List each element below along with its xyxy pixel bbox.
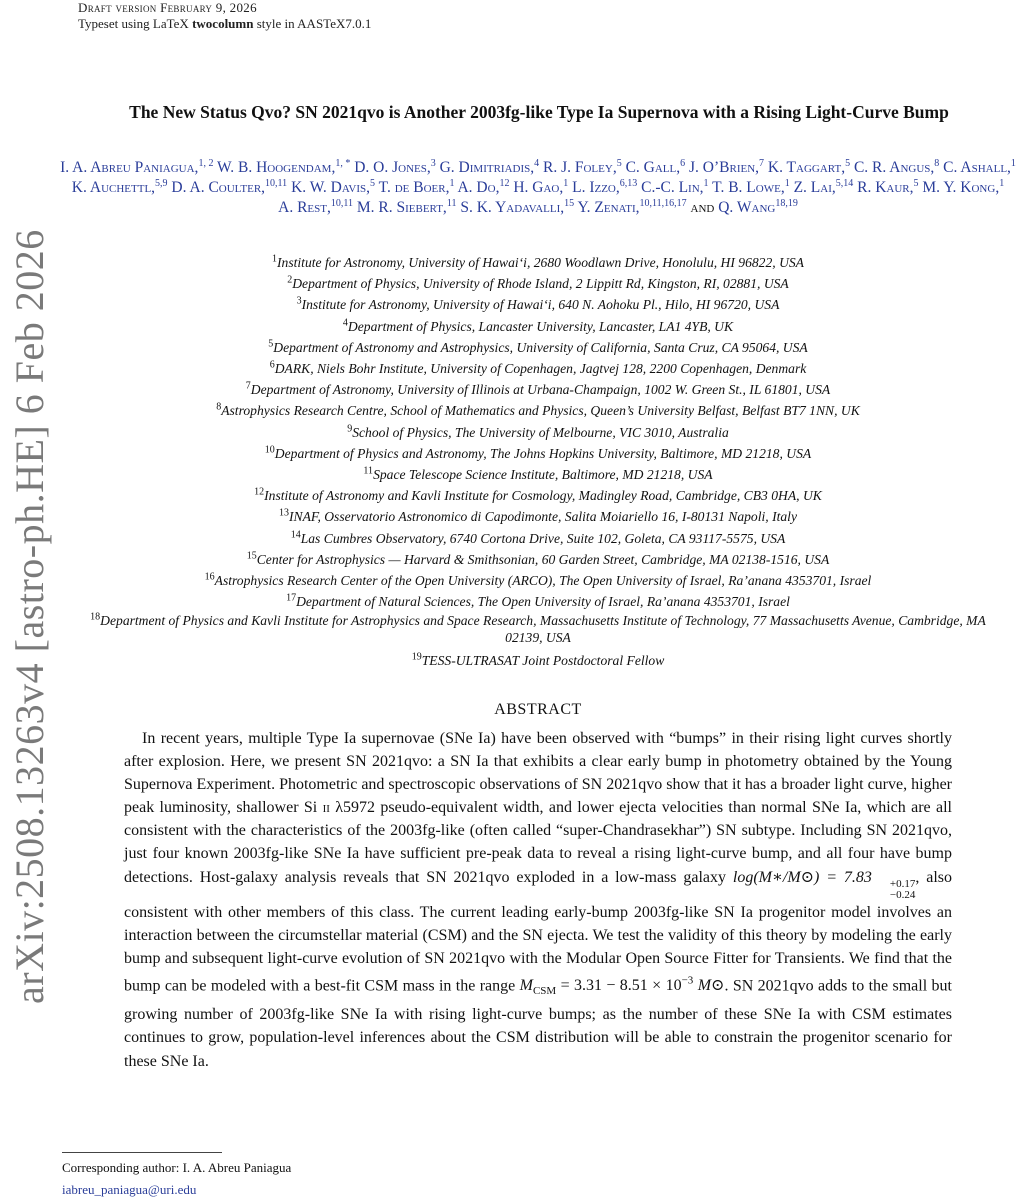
typeset-style: twocolumn: [192, 16, 254, 31]
author-affiliation-marker: 5,14: [835, 177, 854, 189]
author-name[interactable]: Q. Wang$^{18,19}$: [718, 197, 798, 216]
author-name[interactable]: D. A. Coulter,$^{10,11}$: [171, 177, 288, 196]
author-name[interactable]: R. J. Foley,$^5$: [543, 157, 622, 176]
author-name[interactable]: R. Kaur,$^5$: [857, 177, 919, 196]
author-name[interactable]: T. de Boer,$^1$: [378, 177, 455, 196]
author-affiliation-marker: 1: [449, 177, 455, 189]
author-affiliation-marker: 6: [680, 157, 686, 169]
author-affiliation-marker: 1: [563, 177, 569, 189]
author-affiliation-marker: 8: [934, 157, 940, 169]
affiliation-item: $^{11}$Space Telescope Science Institute, Baltimore, MD 21218, USA: [363, 465, 713, 483]
author-conjunction: and: [690, 199, 715, 216]
author-email-link[interactable]: iabreu_paniagua@uri.edu: [62, 1182, 197, 1197]
author-name[interactable]: I. A. Abreu Paniagua,$^{1, 2}$: [60, 157, 214, 176]
abstract-text-4: . SN 2021qvo adds to the small but growing number of 2003fg-like SNe Ia with rising light-curve bumps; as the number of these SNe Ia with CSM estimates continues to grow, population-level inferences about the CSM distribution will be able to constrain the progenitor scenario for these SNe Ia.: [124, 977, 953, 1070]
affiliation-item: $^5$Department of Astronomy and Astrophysics, University of California, Santa Cruz, CA 95064, USA: [268, 338, 808, 355]
affiliation-item: $^6$DARK, Niels Bohr Institute, University of Copenhagen, Jagtvej 128, 2200 Copenhagen, Denmark: [269, 359, 807, 377]
author-affiliation-marker: 1: [784, 177, 790, 189]
host-mass-expression: log(M∗/M⊙) = 7.83 +0.17 −0.24: [732, 868, 916, 901]
author-affiliation-marker: 15: [564, 197, 575, 209]
abstract-heading: ABSTRACT: [494, 701, 582, 718]
affiliation-item: $^{19}$TESS-ULTRASAT Joint Postdoctoral Fellow: [411, 651, 665, 669]
author-name[interactable]: W. B. Hoogendam,$^{1, *}$: [217, 157, 351, 176]
author-affiliation-marker: 18,19: [775, 197, 798, 209]
author-affiliation-marker: 11: [446, 197, 457, 209]
author-affiliation-marker: 4: [534, 157, 540, 169]
affiliation-item: $^{14}$Las Cumbres Observatory, 6740 Cortona Drive, Suite 102, Goleta, CA 93117-5575, USA: [290, 529, 786, 546]
author-affiliation-marker: 5: [845, 157, 851, 169]
typeset-line: [78, 16, 371, 32]
author-affiliation-marker: 5: [616, 157, 622, 169]
affiliation-item: $^7$Department of Astronomy, University of Illinois at Urbana-Champaign, 1002 W. Green St., IL 61801, USA: [245, 380, 831, 398]
author-name[interactable]: M. Y. Kong,$^1$: [922, 177, 1005, 196]
author-name[interactable]: C.-C. Lin,$^1$: [641, 177, 709, 196]
affiliation-item: $^{16}$Astrophysics Research Center of the Open University (ARCO), The Open University of Israel, Ra’anana 4353701, Israel: [204, 571, 872, 589]
author-name[interactable]: K. Taggart,$^5$: [767, 157, 851, 176]
author-name[interactable]: G. Dimitriadis,$^4$: [439, 157, 540, 176]
author-name[interactable]: D. O. Jones,$^3$: [354, 157, 436, 176]
abstract-text-1: In recent years, multiple Type Ia supernovae (SNe Ia) have been observed with “bumps” in their rising light curves shortly after explosion. Here, we present SN 2021qvo: a SN Ia that exhibits a clear early bump in photometry obtained by the Young Supernova Experiment. Photometric and spectroscopic observations of SN 2021qvo show that it has a broader light curve, higher peak luminosity, shallower: [124, 730, 952, 817]
affiliation-list: [80, 252, 996, 672]
author-name[interactable]: C. R. Angus,$^8$: [853, 157, 940, 176]
author-affiliation-marker: 10,11,16,17: [639, 197, 687, 209]
affiliation-item: $^3$Institute for Astronomy, University of Hawai‘i, 640 N. Aohoku Pl., Hilo, HI 96720, USA: [296, 295, 780, 313]
author-name[interactable]: K. W. Davis,$^5$: [291, 177, 376, 196]
affiliation-item: $^2$Department of Physics, University of Rhode Island, 2 Lippitt Rd, Kingston, RI, 02881, USA: [287, 274, 789, 292]
author-name[interactable]: M. R. Siebert,$^{11}$: [356, 197, 457, 216]
author-affiliation-marker: 10,11: [330, 197, 353, 209]
author-name[interactable]: H. Gao,$^1$: [513, 177, 569, 196]
author-affiliation-marker: 12: [499, 177, 510, 189]
author-name[interactable]: T. B. Lowe,$^1$: [712, 177, 790, 196]
author-list: [58, 158, 1016, 218]
corresponding-author: Corresponding author: I. A. Abreu Paniagua: [62, 1160, 292, 1175]
typeset-suffix: style in AASTeX7.0.1: [253, 16, 372, 31]
affiliation-item: $^{17}$Department of Natural Sciences, The Open University of Israel, Ra’anana 4353701, Israel: [286, 592, 790, 610]
abstract-text-2: λ5972 pseudo-equivalent width, and lower ejecta velocities than normal SNe Ia, which are all consistent with the characteristics of the 2003fg-like (often called “super-Chandrasekhar”) SN subtype. Including SN 2021qvo, just four known 2003fg-like SNe Ia have sufficient pre-peak data to reveal a rising light-curve bump, and all four have bump detections. Host-galaxy analysis reveals that SN 2021qvo exploded in a low-mass galaxy: [124, 799, 952, 886]
typeset-prefix: Typeset using: [78, 16, 153, 31]
affiliation-item: $^8$Astrophysics Research Centre, School of Mathematics and Physics, Queen’s University Belfast, Belfast BT7 1NN, UK: [216, 401, 860, 419]
affiliation-item: $^9$School of Physics, The University of Melbourne, VIC 3010, Australia: [347, 423, 729, 440]
footnote-rule: [62, 1152, 222, 1153]
author-affiliation-marker: 6,13: [619, 177, 638, 189]
affiliation-item: $^{13}$INAF, Osservatorio Astronomico di Capodimonte, Salita Moiariello 16, I-80131 Napoli, Italy: [279, 507, 797, 525]
author-affiliation-marker: 3: [430, 157, 436, 169]
author-name[interactable]: Z. Lai,$^{5,14}$: [793, 177, 854, 196]
affiliation-item: $^{10}$Department of Physics and Astronomy, The Johns Hopkins University, Baltimore, MD 21218, USA: [264, 444, 812, 461]
author-affiliation-marker: 10,11: [265, 177, 288, 189]
author-name[interactable]: C. Ashall,$^1$: [943, 157, 1016, 176]
author-affiliation-marker: 5: [370, 177, 376, 189]
author-affiliation-marker: 1: [703, 177, 709, 189]
author-name[interactable]: S. K. Yadavalli,$^{15}$: [460, 197, 575, 216]
affiliation-item: $^{18}$Department of Physics and Kavli Institute for Astrophysics and Space Research, Massachusetts Institute of Technology, 77 Massachusetts Avenue, Cambridge, MA 02139, USA: [90, 611, 986, 646]
author-name[interactable]: C. Gall,$^6$: [625, 157, 686, 176]
author-affiliation-marker: 1: [1010, 157, 1016, 169]
author-affiliation-marker: 5,9: [155, 177, 168, 189]
author-affiliation-marker: 1: [999, 177, 1005, 189]
author-name[interactable]: A. Do,$^{12}$: [457, 177, 510, 196]
author-name[interactable]: K. Auchettl,$^{5,9}$: [71, 177, 168, 196]
draft-version-line: Draft version February 9, 2026: [78, 0, 257, 15]
affiliation-item: $^{12}$Institute of Astronomy and Kavli Institute for Cosmology, Madingley Road, Cambridge, CB3 0HA, UK: [254, 486, 822, 504]
affiliation-item: $^1$Institute for Astronomy, University of Hawai‘i, 2680 Woodlawn Drive, Honolulu, HI 96822, USA: [272, 253, 804, 270]
author-name[interactable]: A. Rest,$^{10,11}$: [278, 197, 353, 216]
affiliation-item: $^{15}$Center for Astrophysics — Harvard & Smithsonian, 60 Garden Street, Cambridge, MA 02138-1516, USA: [246, 550, 830, 567]
csm-mass-expression: $M_{CSM} = 3.31 - 8.51 \times 10^{-3}$ M⊙: [519, 974, 725, 998]
author-affiliation-marker: 7: [759, 157, 765, 169]
author-name[interactable]: J. O’Brien,$^7$: [689, 157, 765, 176]
author-affiliation-marker: 5: [913, 177, 919, 189]
latex-logo: LaTeX: [152, 16, 189, 31]
author-name[interactable]: L. Izzo,$^{6,13}$: [572, 177, 638, 196]
author-affiliation-marker: 1, *: [335, 157, 351, 169]
abstract-body: [124, 727, 952, 1073]
affiliation-item: $^4$Department of Physics, Lancaster University, Lancaster, LA1 4YB, UK: [342, 317, 734, 334]
arxiv-stamp: arXiv:2508.13263v4 [astro-ph.HE] 6 Feb 2026: [7, 229, 52, 1004]
paper-title: The New Status Qvo? SN 2021qvo is Another 2003fg-like Type Ia Supernova with a Rising Light-Curve Bump: [129, 102, 949, 122]
abstract-text-3: , also consistent with other members of this class. The current leading early-bump 2003fg-like SN Ia progenitor model involves an interaction between the circumstellar material (CSM) and the SN ejecta. We test the validity of this theory by modeling the early bump and subsequent light-curve evolution of SN 2021qvo with the Modular Open Source Fitter for Transients. We find that the bump can be modeled with a best-fit CSM mass in the range: [124, 868, 953, 995]
author-name[interactable]: Y. Zenati,$^{10,11,16,17}$: [577, 197, 687, 216]
si-ion: Si ii: [303, 799, 330, 817]
author-affiliation-marker: 1, 2: [198, 157, 214, 169]
